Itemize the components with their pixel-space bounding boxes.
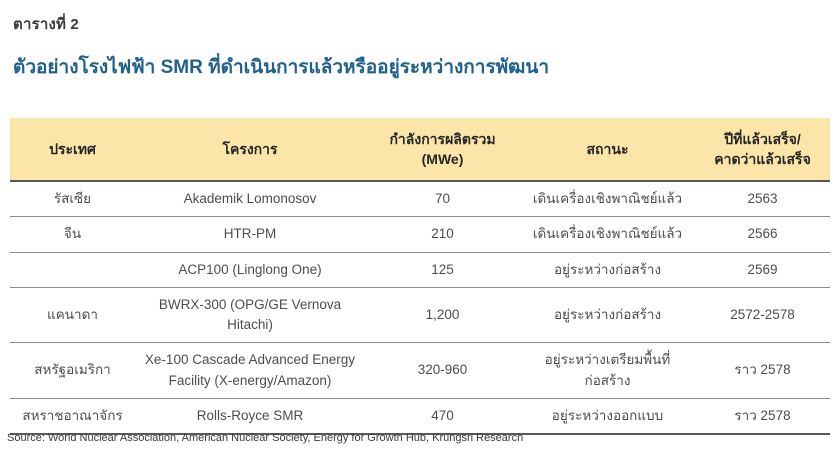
cell-capacity: 470: [365, 398, 520, 434]
table-header-row: [10, 118, 830, 181]
cell-country: สหราชอาณาจักร: [10, 398, 135, 434]
cell-capacity: 210: [365, 217, 520, 252]
cell-status: เดินเครื่องเชิงพาณิชย์แล้ว: [520, 217, 695, 252]
table-number-label: ตารางที่ 2: [13, 16, 79, 33]
cell-capacity: 125: [365, 252, 520, 287]
cell-project: Akademik Lomonosov: [135, 181, 365, 217]
cell-project: BWRX-300 (OPG/GE Vernova Hitachi): [135, 287, 365, 343]
cell-status: อยู่ระหว่างก่อสร้าง: [520, 252, 695, 287]
table-row-russia: [10, 181, 830, 217]
cell-country: จีน: [10, 217, 135, 252]
cell-capacity: 1,200: [365, 287, 520, 343]
source-note: Source: World Nuclear Association, American Nuclear Society, Energy for Growth Hub, Krungsri Research: [7, 432, 524, 444]
table-row-china-acp100: [10, 252, 830, 287]
column-header-country: [10, 118, 135, 181]
cell-year: 2566: [695, 217, 830, 252]
cell-status: เดินเครื่องเชิงพาณิชย์แล้ว: [520, 181, 695, 217]
cell-project: Xe-100 Cascade Advanced Energy Facility (X-energy/Amazon): [135, 343, 365, 399]
smr-projects-table: [10, 118, 830, 435]
cell-project: ACP100 (Linglong One): [135, 252, 365, 287]
table-row-china-htrpm: [10, 217, 830, 252]
column-header-status: [520, 118, 695, 181]
cell-year: 2572-2578: [695, 287, 830, 343]
cell-country: [10, 252, 135, 287]
cell-capacity: 320-960: [365, 343, 520, 399]
table-row-uk: [10, 398, 830, 434]
cell-year: 2563: [695, 181, 830, 217]
cell-status: อยู่ระหว่างก่อสร้าง: [520, 287, 695, 343]
cell-country: แคนาดา: [10, 287, 135, 343]
cell-capacity: 70: [365, 181, 520, 217]
column-header-capacity-line1: กำลังการผลิตรวม: [389, 130, 496, 147]
cell-project: Rolls-Royce SMR: [135, 398, 365, 434]
column-header-year-line1: ปีที่แล้วเสร็จ/: [724, 130, 801, 147]
cell-project: HTR-PM: [135, 217, 365, 252]
cell-status: อยู่ระหว่างออกแบบ: [520, 398, 695, 434]
cell-status: อยู่ระหว่างเตรียมพื้นที่ก่อสร้าง: [520, 343, 695, 399]
column-header-year-line2: คาดว่าแล้วเสร็จ: [714, 151, 811, 167]
cell-country: สหรัฐอเมริกา: [10, 343, 135, 399]
cell-year: 2569: [695, 252, 830, 287]
cell-country: รัสเซีย: [10, 181, 135, 217]
cell-year: ราว 2578: [695, 398, 830, 434]
cell-year: ราว 2578: [695, 343, 830, 399]
table-row-usa: [10, 343, 830, 399]
column-header-country-text: ประเทศ: [49, 140, 96, 157]
column-header-capacity: [365, 118, 520, 181]
column-header-project: [135, 118, 365, 181]
column-header-project-text: โครงการ: [222, 140, 278, 157]
column-header-status-text: สถานะ: [586, 140, 629, 157]
column-header-capacity-line2: (MWe): [421, 151, 464, 167]
page-title: ตัวอย่างโรงไฟฟ้า SMR ที่ดำเนินการแล้วหรืออยู่ระหว่างการพัฒนา: [13, 57, 549, 78]
column-header-year: [695, 118, 830, 181]
table-row-canada: [10, 287, 830, 343]
